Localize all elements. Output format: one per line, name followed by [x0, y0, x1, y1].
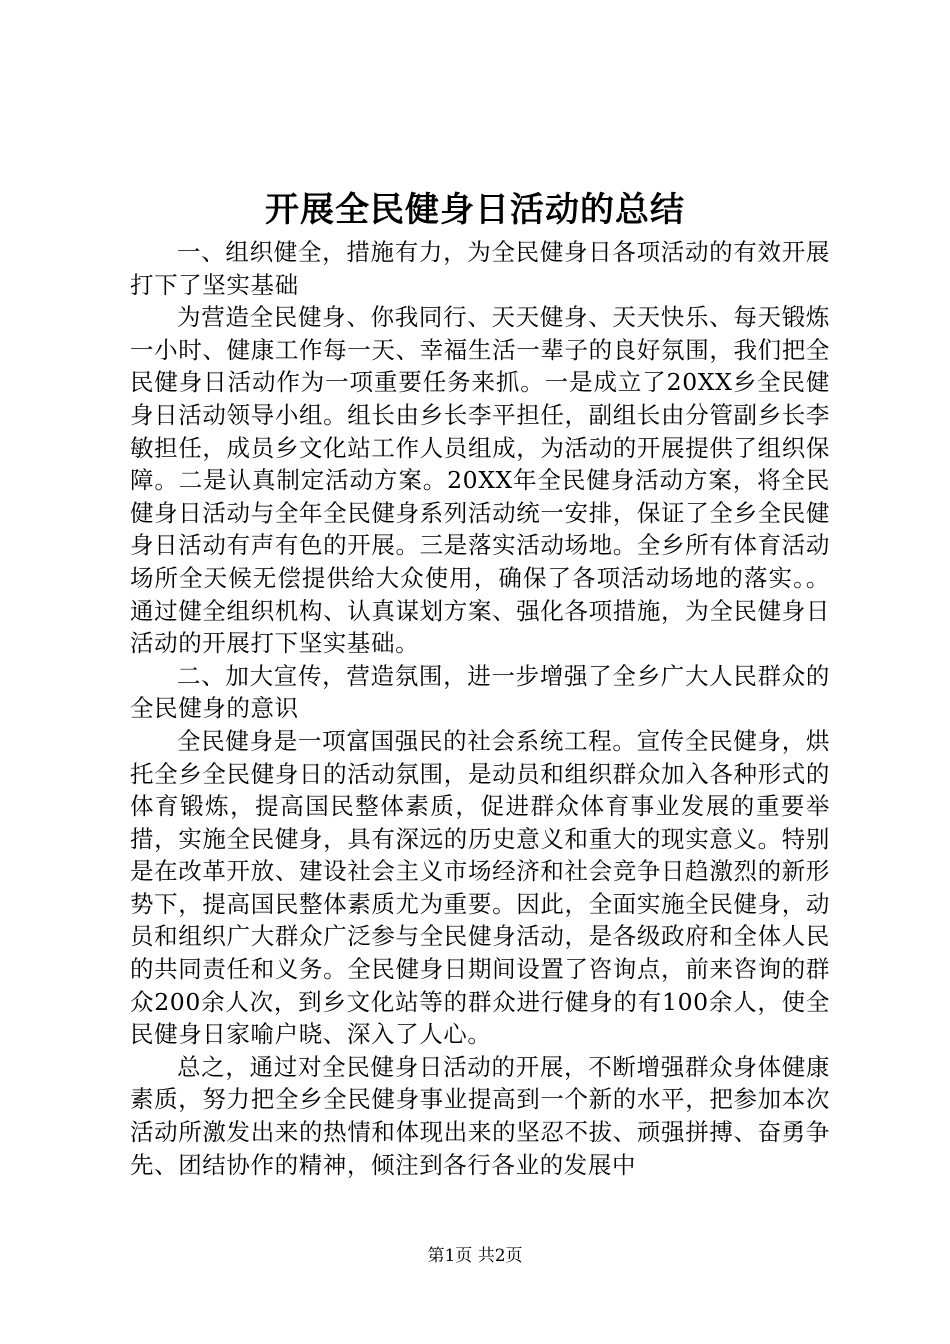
body-paragraph: 总之，通过对全民健身日活动的开展，不断增强群众身体健康素质，努力把全乡全民健身事业提高到一个新的水平，把参加本次活动所激发出来的热情和体现出来的坚忍不拔、顽强拼搏、奋勇争先、团结协作的精神，倾注到各行各业的发展中 [130, 1052, 830, 1179]
body-paragraph: 为营造全民健身、你我同行、天天健身、天天快乐、每天锻炼一小时、健康工作每一天、幸福生活一辈子的良好氛围，我们把全民健身日活动作为一项重要任务来抓。一是成立了20XX乡全民健身日活动领导小组。组长由乡长李平担任，副组长由分管副乡长李敏担任，成员乡文化站工作人员组成，为活动的开展提供了组织保障。二是认真制定活动方案。20XX年全民健身活动方案，将全民健身日活动与全年全民健身系列活动统一安排，保证了全乡全民健身日活动有声有色的开展。三是落实活动场地。全乡所有体育活动场所全天候无偿提供给大众使用，确保了各项活动场地的落实。。通过健全组织机构、认真谋划方案、强化各项措施，为全民健身日活动的开展打下坚实基础。 [130, 303, 830, 658]
section-heading-1: 一、组织健全，措施有力，为全民健身日各项活动的有效开展打下了坚实基础 [130, 238, 830, 299]
section-heading-2: 二、加大宣传，营造氛围，进一步增强了全乡广大人民群众的全民健身的意识 [130, 661, 830, 723]
page-number: 第1页 共2页 [427, 1246, 523, 1266]
body-paragraph: 全民健身是一项富国强民的社会系统工程。宣传全民健身，烘托全乡全民健身日的活动氛围，是动员和组织群众加入各种形式的体育锻炼，提高国民整体素质，促进群众体育事业发展的重要举措，实施全民健身，具有深远的历史意义和重大的现实意义。特别是在改革开放、建设社会主义市场经济和社会竞争日趋激烈的新形势下，提高国民整体素质尤为重要。因此，全面实施全民健身，动员和组织广大群众广泛参与全民健身活动，是各级政府和全体人民的共同责任和义务。全民健身日期间设置了咨询点，前来咨询的群众200余人次，到乡文化站等的群众进行健身的有100余人，使全民健身日家喻户晓、深入了人心。 [130, 726, 830, 1049]
document-body [130, 236, 830, 1181]
document-title: 开展全民健身日活动的总结 [265, 190, 685, 230]
